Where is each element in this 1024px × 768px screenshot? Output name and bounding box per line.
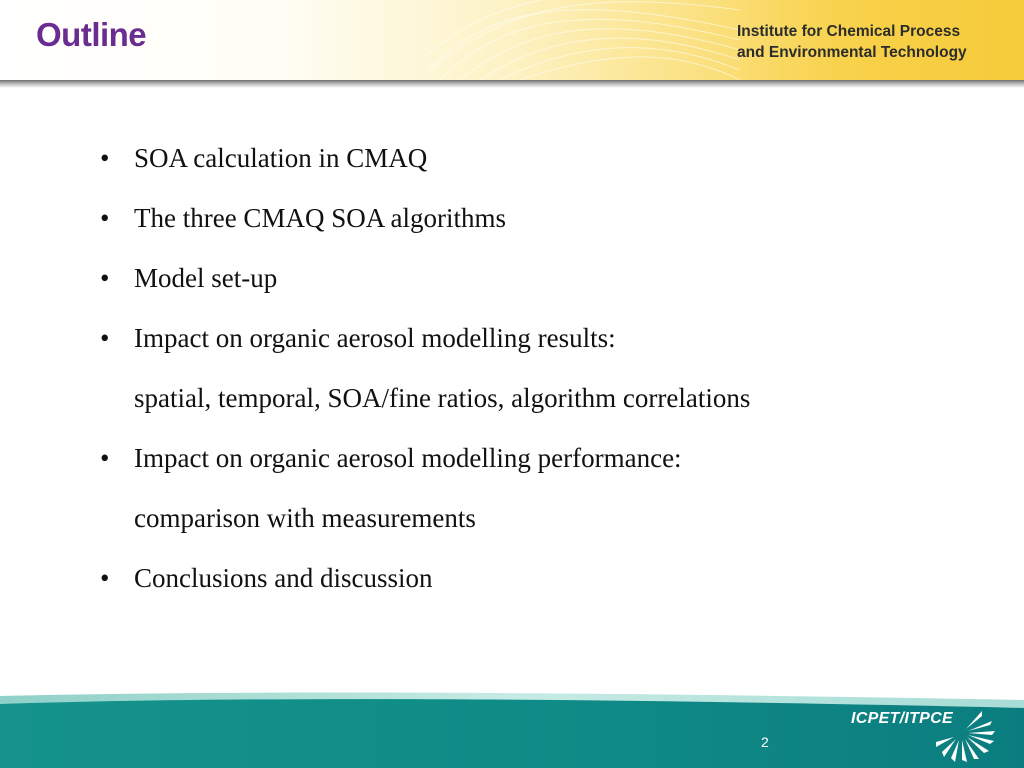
institute-name bbox=[737, 21, 967, 63]
page-number: 2 bbox=[761, 734, 769, 750]
list-item-text: The three CMAQ SOA algorithms bbox=[134, 203, 506, 233]
bullet-marker: • bbox=[100, 323, 110, 353]
list-item-text: Conclusions and discussion bbox=[134, 563, 433, 593]
institute-line-2: and Environmental Technology bbox=[737, 44, 967, 61]
institute-line-1: Institute for Chemical Process bbox=[737, 23, 961, 40]
bullet-marker: • bbox=[100, 443, 110, 473]
list-item-text: Impact on organic aerosol modelling performance: bbox=[134, 443, 682, 473]
slide-header bbox=[0, 0, 1024, 80]
list-item-continuation-text: spatial, temporal, SOA/fine ratios, algorithm correlations bbox=[134, 383, 751, 413]
bullet-marker: • bbox=[100, 203, 110, 233]
list-item-continuation-text: comparison with measurements bbox=[134, 503, 476, 533]
header-shadow-divider bbox=[0, 80, 1024, 88]
list-item-text: SOA calculation in CMAQ bbox=[134, 143, 428, 173]
list-item-text: Model set-up bbox=[134, 263, 278, 293]
list-item-text: Impact on organic aerosol modelling results: bbox=[134, 323, 616, 353]
header-swirl-decoration bbox=[420, 0, 740, 80]
bullet-marker: • bbox=[100, 263, 110, 293]
bullet-marker: • bbox=[100, 563, 110, 593]
slide-title: Outline bbox=[36, 16, 147, 53]
bullet-marker: • bbox=[100, 143, 110, 173]
institute-logo-text: ICPET/ITPCE bbox=[851, 710, 953, 727]
